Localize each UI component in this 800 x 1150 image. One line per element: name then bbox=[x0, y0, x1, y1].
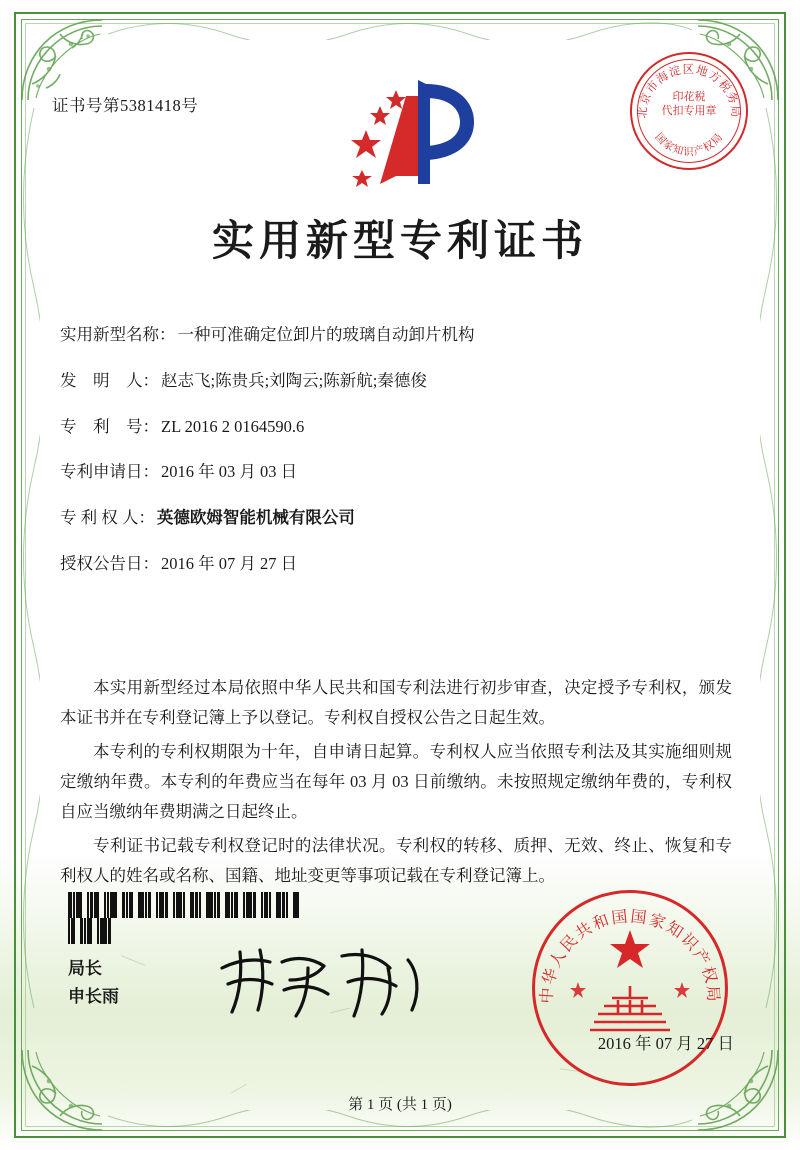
tax-stamp-line2: 代扣专用章 bbox=[661, 105, 717, 117]
body-text bbox=[60, 673, 732, 895]
tax-stamp-line1: 印花税 bbox=[672, 91, 706, 103]
director-name-label: 申长雨 bbox=[68, 987, 119, 1006]
corner-ornament-icon bbox=[16, 1044, 108, 1136]
field-label: 发 明 人： bbox=[60, 370, 159, 390]
director-title-label: 局长 bbox=[68, 959, 102, 978]
field-label: 专 利 号： bbox=[60, 416, 159, 436]
field-list bbox=[60, 325, 740, 600]
certificate-number: 证书号第5381418号 bbox=[52, 96, 199, 115]
field-label: 专利申请日： bbox=[60, 462, 159, 482]
issue-date: 2016 年 07 月 27 日 bbox=[597, 1034, 734, 1053]
edge-vine-top-icon bbox=[108, 14, 692, 40]
tax-bureau-stamp bbox=[630, 52, 748, 170]
field-value: ZL 2016 2 0164590.6 bbox=[161, 416, 305, 436]
signature-block bbox=[68, 955, 119, 1011]
field-value: 一种可准确定位卸片的玻璃自动卸片机构 bbox=[177, 325, 475, 344]
seal-arc-text: 中华人民共和国国家知识产权局 bbox=[538, 908, 722, 1005]
handwritten-signature-icon bbox=[212, 938, 432, 1028]
paragraph-2: 本专利的专利权期限为十年，自申请日起算。专利权人应当依照专利法及其实施细则规定缴纳年费。本专利的年费应当在每年 03 月 03 日前缴纳。未按照规定缴纳年费的，专利权自应当缴纳年费期满之日起终止。 bbox=[60, 742, 732, 821]
field-label: 实用新型名称： bbox=[60, 325, 176, 344]
field-row-application-date bbox=[60, 462, 740, 482]
field-value: 2016 年 03 月 03 日 bbox=[161, 462, 298, 482]
field-value: 赵志飞;陈贵兵;刘陶云;陈新航;秦德俊 bbox=[161, 370, 427, 390]
paragraph-3: 专利证书记载专利权登记时的法律状况。专利权的转移、质押、无效、终止、恢复和专利权人的姓名或名称、国籍、地址变更等事项记载在专利登记簿上。 bbox=[60, 836, 732, 885]
paragraph-1: 本实用新型经过本局依照中华人民共和国专利法进行初步审查，决定授予专利权，颁发本证书并在专利登记簿上予以登记。专利权自授权公告之日起生效。 bbox=[60, 678, 732, 727]
field-value: 2016 年 07 月 27 日 bbox=[161, 553, 298, 573]
field-value: 英德欧姆智能机械有限公司 bbox=[156, 508, 355, 528]
field-row-name bbox=[60, 325, 740, 345]
svg-text:国家知识产权局 bbox=[652, 131, 725, 158]
page-footer: 第 1 页 (共 1 页) bbox=[348, 1097, 452, 1113]
cnipa-logo-icon bbox=[322, 72, 482, 192]
field-row-patentee bbox=[60, 508, 740, 528]
field-label: 授权公告日： bbox=[60, 553, 159, 573]
barcode bbox=[68, 892, 300, 918]
page-title: 实用新型专利证书 bbox=[211, 219, 588, 265]
tax-stamp-arc-text: 北京市海淀区地方税务局 bbox=[636, 64, 742, 119]
tax-stamp-bottom-arc-text: 国家知识产权局 bbox=[652, 131, 726, 158]
field-row-inventors bbox=[60, 371, 740, 391]
field-row-patent-number bbox=[60, 417, 740, 437]
field-label: 专 利 权 人： bbox=[60, 508, 155, 528]
field-row-grant-date bbox=[60, 554, 740, 574]
official-seal bbox=[532, 890, 728, 1086]
